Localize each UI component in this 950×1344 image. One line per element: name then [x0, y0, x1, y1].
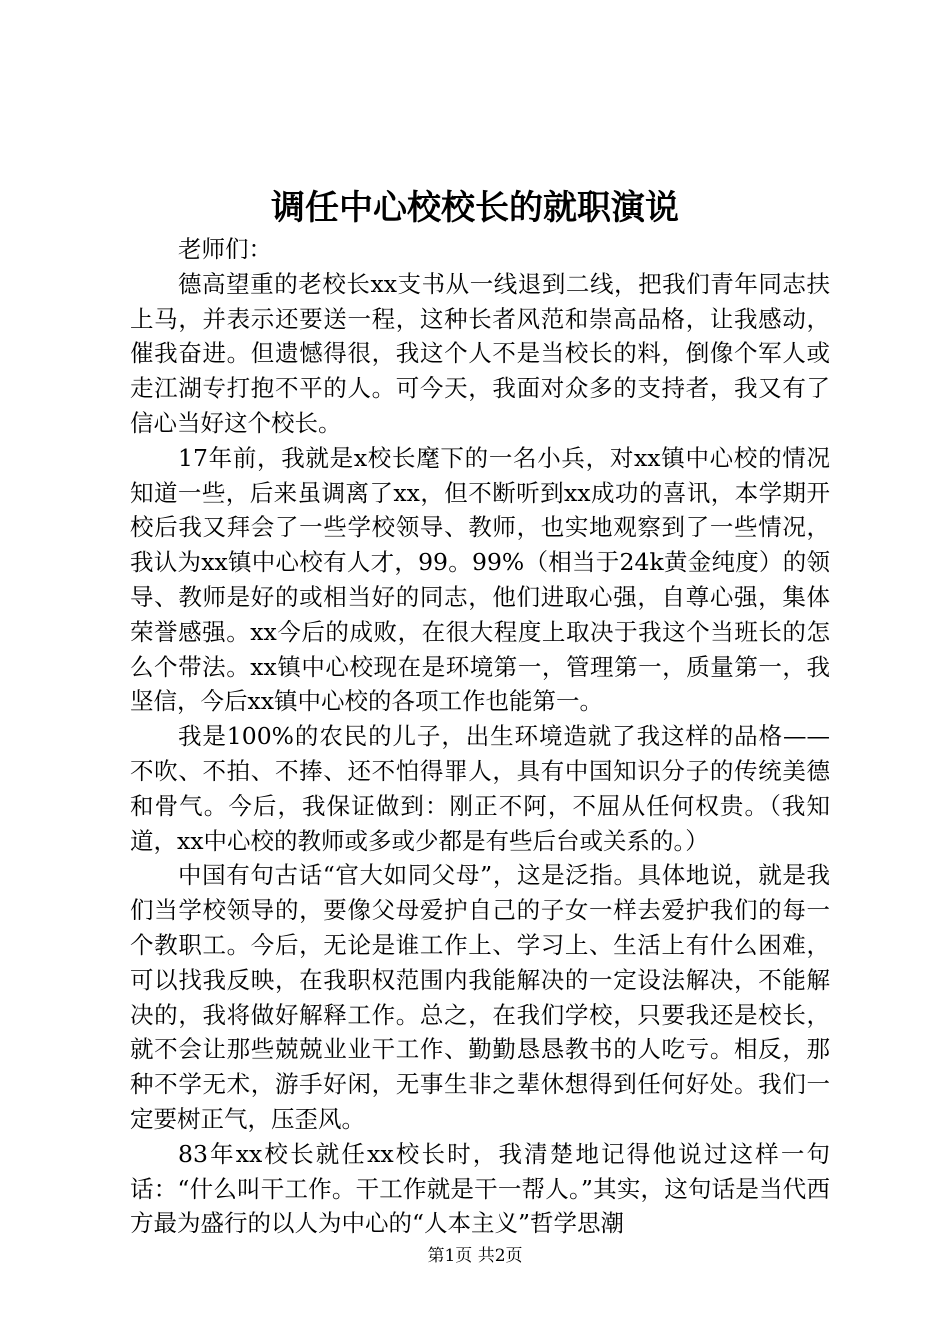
paragraph-2: 17年前，我就是x校长麾下的一名小兵，对xx镇中心校的情况知道一些，后来虽调离了xx，但不断听到xx成功的喜讯，本学期开校后我又拜会了一些学校领导、教师，也实地观察到了一些情况，我认为xx镇中心校有人才，99。99%（相当于24k黄金纯度）的领导、教师是好的或相当好的同志，他们进取心强，自尊心强，集体荣誉感强。xx今后的成败，在很大程度上取决于我这个当班长的怎么个带法。xx镇中心校现在是环境第一，管理第一，质量第一，我坚信，今后xx镇中心校的各项工作也能第一。	[130, 443, 830, 716]
page-title: 调任中心校校长的就职演说	[271, 188, 679, 228]
paragraph-3: 我是100%的农民的儿子，出生环境造就了我这样的品格——不吹、不拍、不捧、还不怕得罪人，具有中国知识分子的传统美德和骨气。今后，我保证做到：刚正不阿，不屈从任何权贵。（我知道，xx中心校的教师或多或少都是有些后台或关系的。）	[130, 722, 830, 855]
document-body	[130, 232, 830, 1241]
paragraph-5: 83年xx校长就任xx校长时，我清楚地记得他说过这样一句话：“什么叫干工作。干工作就是干一帮人。”其实，这句话是当代西方最为盛行的以人为中心的“人本主义”哲学思潮	[130, 1139, 830, 1238]
salutation: 老师们：	[178, 235, 272, 263]
paragraph-1: 德高望重的老校长xx支书从一线退到二线，把我们青年同志扶上马，并表示还要送一程，这种长者风范和崇高品格，让我感动，催我奋进。但遗憾得很，我这个人不是当校长的料，倒像个军人或走江湖专打抱不平的人。可今天，我面对众多的支持者，我又有了信心当好这个校长。	[130, 269, 830, 437]
paragraph-4: 中国有句古话“官大如同父母”，这是泛指。具体地说，就是我们当学校领导的，要像父母爱护自己的子女一样去爱护我们的每一个教职工。今后，无论是谁工作上、学习上、生活上有什么困难，可以找我反映，在我职权范围内我能解决的一定设法解决，不能解决的，我将做好解释工作。总之，在我们学校，只要我还是校长，就不会让那些兢兢业业干工作、勤勤恳恳教书的人吃亏。相反，那种不学无术，游手好闲，无事生非之辈休想得到任何好处。我们一定要树正气，压歪风。	[130, 861, 830, 1133]
page-footer: 第1页 共2页	[427, 1246, 523, 1266]
